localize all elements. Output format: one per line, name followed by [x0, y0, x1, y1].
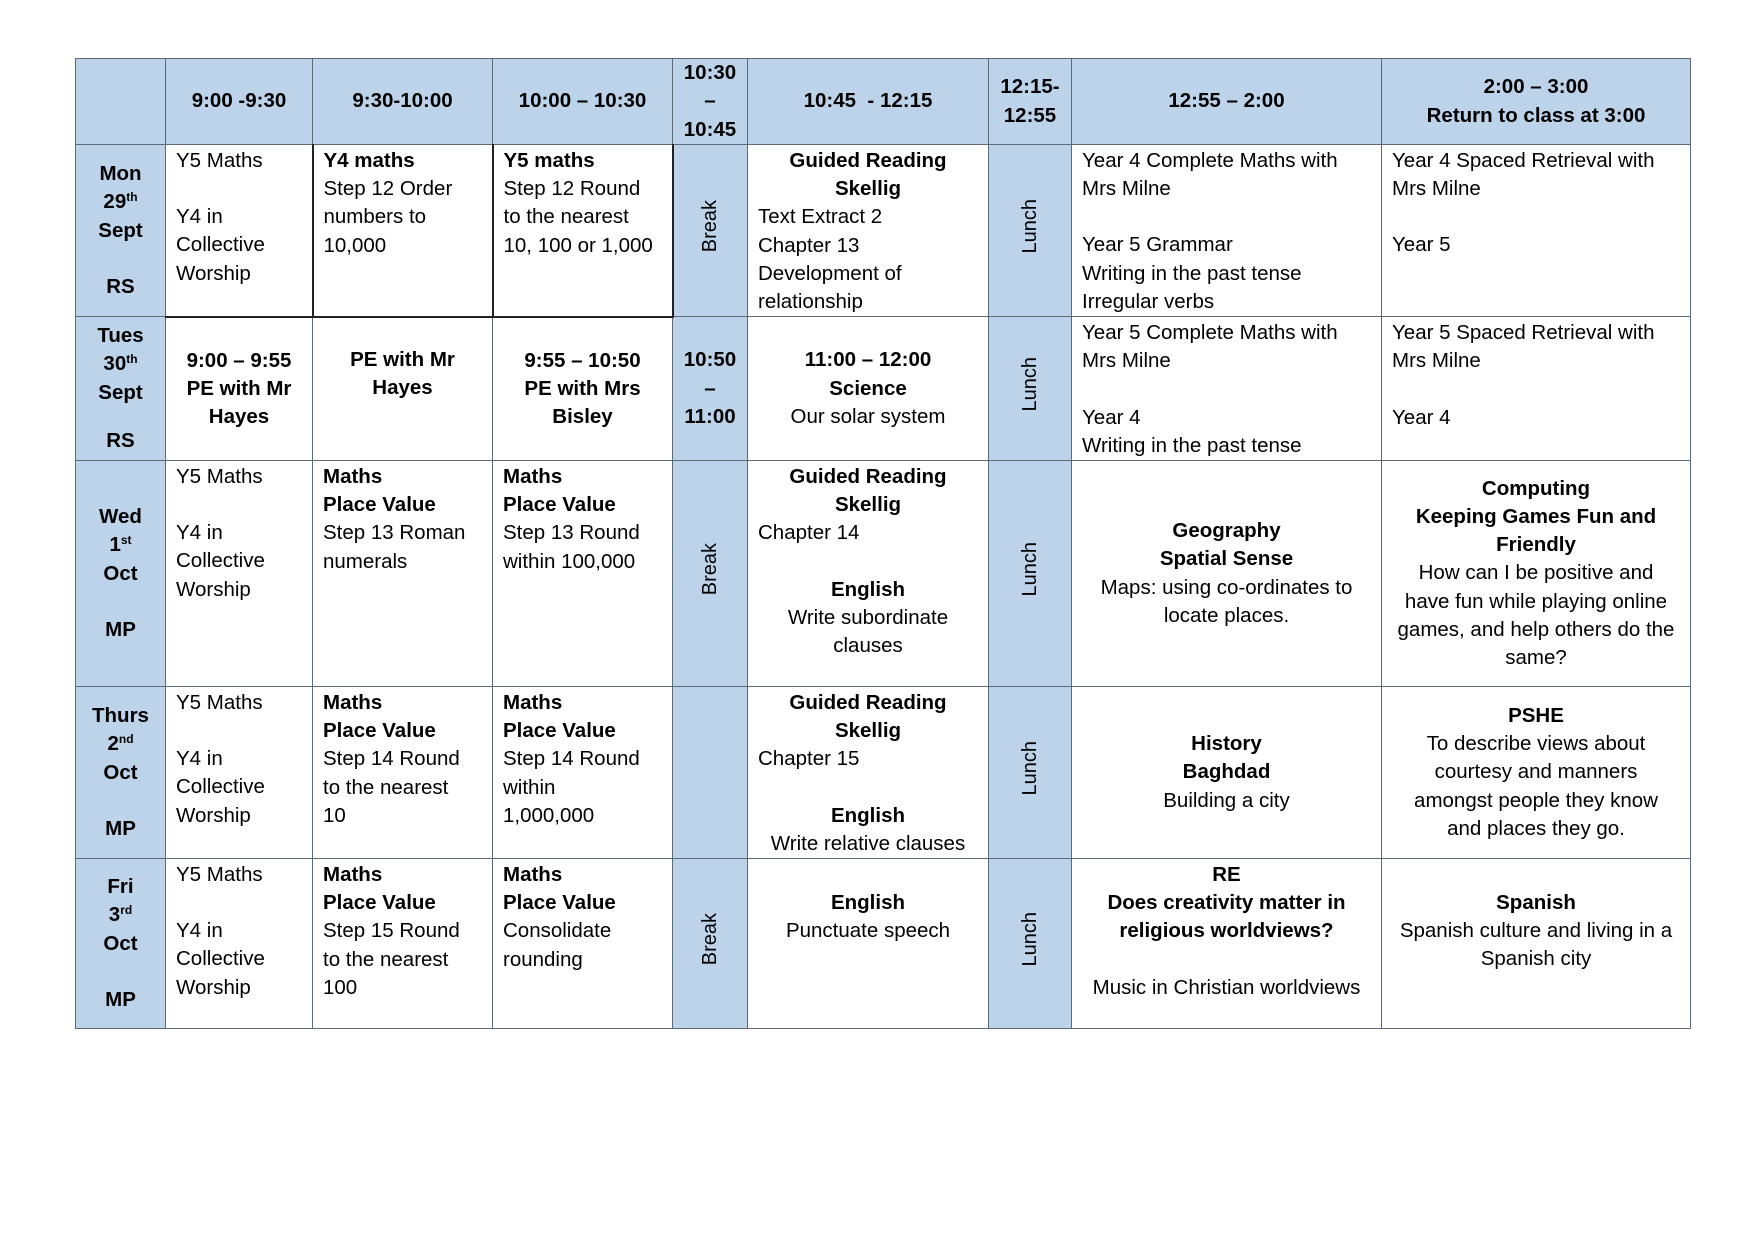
lesson-text: same? — [1505, 646, 1567, 670]
lesson-text: 10 — [323, 803, 346, 827]
day-month: Oct — [103, 931, 138, 955]
lunch-label: Lunch — [1018, 357, 1041, 412]
lesson-text: Chapter 15 — [758, 747, 860, 771]
header-slot-8-time: 2:00 – 3:00 — [1483, 75, 1589, 99]
mon-slot-2 — [313, 145, 493, 317]
day-cell-tuesday — [76, 317, 166, 461]
tue-break-time — [673, 317, 748, 461]
lesson-text: to the nearest — [323, 775, 449, 799]
row-thursday — [76, 687, 1691, 859]
lesson-title: Maths — [323, 863, 383, 887]
mon-slot-1 — [166, 145, 313, 317]
day-month: Sept — [98, 218, 143, 242]
header-corner — [76, 59, 166, 145]
row-tuesday — [76, 317, 1691, 461]
lesson-text: Step 14 Round — [503, 747, 640, 771]
lesson-text: games, and help others do the — [1397, 617, 1675, 641]
lesson-text: Mrs Milne — [1082, 177, 1171, 201]
thu-lunch — [989, 687, 1072, 859]
lesson-text: Consolidate — [503, 919, 612, 943]
thu-slot-3 — [493, 687, 673, 859]
lesson-text: 100 — [323, 975, 358, 999]
day-name: Mon — [99, 162, 142, 186]
lesson-title: Maths — [323, 691, 383, 715]
tue-slot-7 — [1072, 317, 1382, 461]
header-slot-6-start: 12:15- — [1000, 75, 1060, 99]
lesson-title: Science — [829, 376, 907, 400]
row-monday — [76, 145, 1691, 317]
lesson-title: PE with Mrs — [524, 376, 641, 400]
lesson-title: Guided Reading — [789, 691, 947, 715]
lesson-title: Guided Reading — [789, 465, 947, 489]
lesson-text: Worship — [176, 975, 251, 999]
wed-slot-8 — [1382, 461, 1691, 687]
lesson-text: Write relative clauses — [770, 831, 966, 855]
header-slot-2: 9:30-10:00 — [313, 59, 493, 145]
date-suffix: th — [126, 190, 138, 205]
lesson-text: Step 13 Roman — [323, 521, 466, 545]
day-name: Wed — [99, 505, 142, 529]
header-slot-6-end: 12:55 — [1003, 103, 1057, 127]
lesson-title: History — [1191, 732, 1262, 756]
header-slot-1: 9:00 -9:30 — [166, 59, 313, 145]
header-slot-6 — [989, 59, 1072, 145]
lesson-text: Y5 Maths — [176, 465, 263, 489]
lesson-text: Irregular verbs — [1082, 289, 1215, 313]
lesson-text: to the nearest — [503, 205, 629, 229]
break-label: Break — [698, 913, 721, 966]
teacher-initials: RS — [106, 428, 135, 452]
lesson-text: have fun while playing online — [1404, 589, 1668, 613]
lesson-text: Y4 in — [176, 205, 223, 229]
lesson-text: Spanish city — [1480, 947, 1592, 971]
thu-slot-7 — [1072, 687, 1382, 859]
day-date — [103, 350, 137, 378]
lesson-text: within — [503, 775, 556, 799]
wed-slot-7 — [1072, 461, 1382, 687]
lesson-subtitle: Place Value — [323, 719, 436, 743]
wed-slot-3 — [493, 461, 673, 687]
day-date — [107, 730, 133, 758]
date-number: 2 — [107, 732, 119, 756]
wed-slot-5 — [748, 461, 989, 687]
lesson-text: Step 12 Order — [323, 177, 453, 201]
header-slot-4-start: 10:30 — [683, 61, 737, 85]
lesson-title: Computing — [1481, 476, 1591, 500]
header-slot-7: 12:55 – 2:00 — [1072, 59, 1382, 145]
lesson-title: Maths — [503, 465, 563, 489]
lesson-text: Step 13 Round — [503, 521, 640, 545]
lesson-subtitle: Skellig — [834, 177, 902, 201]
lesson-text: Year 4 — [1392, 405, 1451, 429]
lesson-text: Collective — [176, 233, 265, 257]
lesson-title: Hayes — [208, 404, 270, 428]
thu-slot-2 — [313, 687, 493, 859]
header-slot-4 — [673, 59, 748, 145]
lesson-title: Y4 maths — [323, 149, 415, 172]
date-number: 30 — [103, 352, 127, 376]
header-slot-4-dash: – — [704, 89, 716, 113]
lesson-subtitle: Place Value — [323, 891, 436, 915]
lesson-text: Y5 Maths — [176, 149, 263, 172]
tue-slot-3 — [493, 317, 673, 461]
day-name: Tues — [97, 324, 144, 348]
lesson-text: to the nearest — [323, 947, 449, 971]
fri-slot-7 — [1072, 859, 1382, 1029]
lesson-title: Spanish — [1496, 891, 1576, 915]
lesson-subtitle: Friendly — [1496, 533, 1576, 557]
lesson-subtitle: Spatial Sense — [1159, 547, 1294, 571]
break-label: Break — [698, 543, 721, 596]
lesson-text: 10, 100 or 1,000 — [503, 233, 653, 257]
lesson-title: PE with Mr — [186, 376, 292, 400]
lesson-text: Worship — [176, 261, 251, 285]
break-dash: – — [704, 376, 716, 400]
fri-slot-1 — [166, 859, 313, 1029]
lesson-subtitle: Place Value — [503, 891, 616, 915]
wed-lunch — [989, 461, 1072, 687]
lesson-text: 1,000,000 — [503, 803, 595, 827]
lesson-text: Year 4 Complete Maths with — [1082, 149, 1338, 172]
tue-slot-8 — [1382, 317, 1691, 461]
date-suffix: nd — [118, 732, 134, 747]
header-row — [76, 59, 1691, 145]
lesson-time: 9:00 – 9:55 — [186, 348, 292, 372]
lesson-text: Collective — [176, 947, 265, 971]
lesson-text: Year 5 Grammar — [1082, 233, 1233, 257]
lesson-text: Collective — [176, 775, 265, 799]
mon-slot-3 — [493, 145, 673, 317]
lesson-title: Bisley — [552, 404, 613, 428]
header-slot-4-end: 10:45 — [683, 117, 737, 141]
lesson-subtitle: Skellig — [834, 493, 902, 517]
lesson-text: Music in Christian worldviews — [1092, 975, 1361, 999]
lunch-label: Lunch — [1018, 912, 1041, 967]
lesson-text: To describe views about — [1426, 732, 1646, 756]
lesson-subtitle: Place Value — [503, 719, 616, 743]
date-suffix: rd — [120, 903, 133, 918]
mon-slot-7 — [1072, 145, 1382, 317]
date-number: 29 — [103, 190, 127, 214]
lesson-text: Development of — [758, 261, 902, 285]
tue-slot-5 — [748, 317, 989, 461]
fri-slot-2 — [313, 859, 493, 1029]
break-end: 11:00 — [684, 404, 736, 428]
lesson-title: RE — [1212, 863, 1241, 887]
lesson-text: within 100,000 — [503, 549, 636, 573]
lesson-text: Mrs Milne — [1082, 349, 1171, 373]
date-number: 3 — [108, 903, 121, 927]
lesson-text: Step 15 Round — [323, 919, 460, 943]
lesson-title: Geography — [1172, 519, 1281, 543]
lesson-subtitle: religious worldviews? — [1119, 919, 1334, 943]
lesson-text: Mrs Milne — [1392, 177, 1481, 201]
lesson-subtitle: Does creativity matter in — [1107, 891, 1346, 915]
break-label: Break — [699, 200, 722, 253]
lunch-label: Lunch — [1018, 542, 1041, 597]
wed-break — [673, 461, 748, 687]
mon-lunch — [989, 145, 1072, 317]
lesson-text: Year 5 Complete Maths with — [1082, 321, 1338, 345]
lesson-text: Year 5 — [1392, 233, 1451, 257]
header-slot-3: 10:00 – 10:30 — [493, 59, 673, 145]
teacher-initials: MP — [105, 617, 136, 641]
lesson-text: Spanish culture and living in a — [1399, 919, 1673, 943]
day-cell-wednesday — [76, 461, 166, 687]
lesson-text: Building a city — [1163, 788, 1290, 812]
lesson-title: English — [830, 891, 906, 915]
mon-slot-8 — [1382, 145, 1691, 317]
teacher-initials: RS — [106, 274, 135, 298]
day-cell-friday — [76, 859, 166, 1029]
lesson-text: Y5 Maths — [176, 691, 263, 715]
lesson-text: Step 12 Round — [503, 177, 641, 201]
date-suffix: st — [120, 533, 132, 548]
lesson-subtitle: Place Value — [323, 493, 436, 517]
header-slot-8 — [1382, 59, 1691, 145]
day-month: Oct — [103, 760, 138, 784]
lesson-text: numerals — [323, 549, 408, 573]
lesson-text: Y4 in — [176, 919, 223, 943]
lesson-text: numbers to — [323, 205, 427, 229]
lunch-label: Lunch — [1018, 199, 1041, 254]
date-number: 1 — [109, 533, 121, 557]
mon-break — [673, 145, 748, 317]
wed-slot-2 — [313, 461, 493, 687]
header-slot-8-note: Return to class at 3:00 — [1426, 103, 1646, 127]
lesson-text: Our solar system — [790, 404, 946, 428]
tue-slot-1 — [166, 317, 313, 461]
lesson-title: English — [830, 803, 906, 827]
day-date — [103, 188, 137, 216]
row-wednesday — [76, 461, 1691, 687]
lesson-text: courtesy and manners — [1434, 760, 1638, 784]
lesson-text: Year 4 — [1082, 405, 1141, 429]
lesson-title: Maths — [503, 863, 563, 887]
lesson-text: Writing in the past tense — [1082, 433, 1302, 457]
day-name: Fri — [107, 875, 134, 899]
lesson-text: Mrs Milne — [1392, 349, 1481, 373]
fri-slot-3 — [493, 859, 673, 1029]
lesson-title: Maths — [503, 691, 563, 715]
day-month: Sept — [98, 380, 143, 404]
lesson-text: Y4 in — [176, 521, 223, 545]
fri-slot-8 — [1382, 859, 1691, 1029]
lesson-text: Punctuate speech — [785, 919, 951, 943]
lesson-text: relationship — [758, 290, 863, 314]
lesson-text: Worship — [176, 577, 251, 601]
lesson-text: Write subordinate — [787, 605, 949, 629]
lesson-subtitle: Skellig — [834, 719, 902, 743]
lesson-text: Y5 Maths — [176, 863, 263, 887]
lesson-text: locate places. — [1163, 603, 1290, 627]
day-cell-monday — [76, 145, 166, 317]
lesson-title: Y5 maths — [503, 149, 595, 172]
header-slot-5: 10:45 - 12:15 — [748, 59, 989, 145]
lesson-text: and places they go. — [1447, 816, 1625, 840]
lesson-title: PE with Mr — [350, 347, 455, 371]
lesson-text: Maps: using co-ordinates to — [1100, 575, 1353, 599]
thu-slot-8 — [1382, 687, 1691, 859]
date-suffix: th — [126, 352, 138, 367]
mon-slot-5 — [748, 145, 989, 317]
thu-break — [673, 687, 748, 859]
fri-break — [673, 859, 748, 1029]
teacher-initials: MP — [105, 987, 136, 1011]
lesson-title: Maths — [323, 465, 383, 489]
timetable — [75, 58, 1691, 1029]
tue-slot-2 — [313, 317, 493, 461]
fri-slot-5 — [748, 859, 989, 1029]
lunch-label: Lunch — [1018, 741, 1041, 796]
lesson-subtitle: Keeping Games Fun and — [1415, 505, 1657, 529]
thu-slot-1 — [166, 687, 313, 859]
row-friday — [76, 859, 1691, 1029]
lesson-text: 10,000 — [323, 233, 387, 257]
lesson-subtitle: Baghdad — [1182, 760, 1271, 784]
day-date — [109, 531, 131, 559]
tue-lunch — [989, 317, 1072, 461]
lesson-text: rounding — [503, 947, 583, 971]
day-month: Oct — [103, 561, 138, 585]
lesson-subtitle: Place Value — [503, 493, 616, 517]
lesson-time: 11:00 – 12:00 — [804, 348, 932, 372]
lesson-text: Chapter 13 — [758, 233, 860, 257]
lesson-title: Hayes — [372, 375, 433, 399]
lesson-text: Step 14 Round — [323, 747, 460, 771]
lesson-text: Text Extract 2 — [758, 205, 883, 229]
lesson-title: Guided Reading — [789, 149, 947, 172]
lesson-text: amongst people they know — [1414, 788, 1658, 812]
lesson-title: English — [830, 577, 906, 601]
lesson-title: PSHE — [1508, 704, 1564, 728]
lesson-text: Collective — [176, 549, 265, 573]
lesson-text: Chapter 14 — [758, 521, 860, 545]
break-start: 10:50 — [683, 348, 737, 372]
day-cell-thursday — [76, 687, 166, 859]
lesson-text: Writing in the past tense — [1082, 261, 1302, 285]
day-name: Thurs — [92, 704, 149, 728]
day-date — [109, 901, 132, 929]
lesson-text: How can I be positive and — [1418, 561, 1654, 585]
thu-slot-5 — [748, 687, 989, 859]
lesson-text: clauses — [833, 634, 903, 658]
fri-lunch — [989, 859, 1072, 1029]
lesson-text: Worship — [176, 803, 251, 827]
lesson-text: Y4 in — [176, 747, 223, 771]
teacher-initials: MP — [105, 816, 136, 840]
wed-slot-1 — [166, 461, 313, 687]
lesson-time: 9:55 – 10:50 — [524, 348, 641, 372]
lesson-text: Year 5 Spaced Retrieval with — [1392, 321, 1655, 345]
lesson-text: Year 4 Spaced Retrieval with — [1392, 149, 1655, 172]
